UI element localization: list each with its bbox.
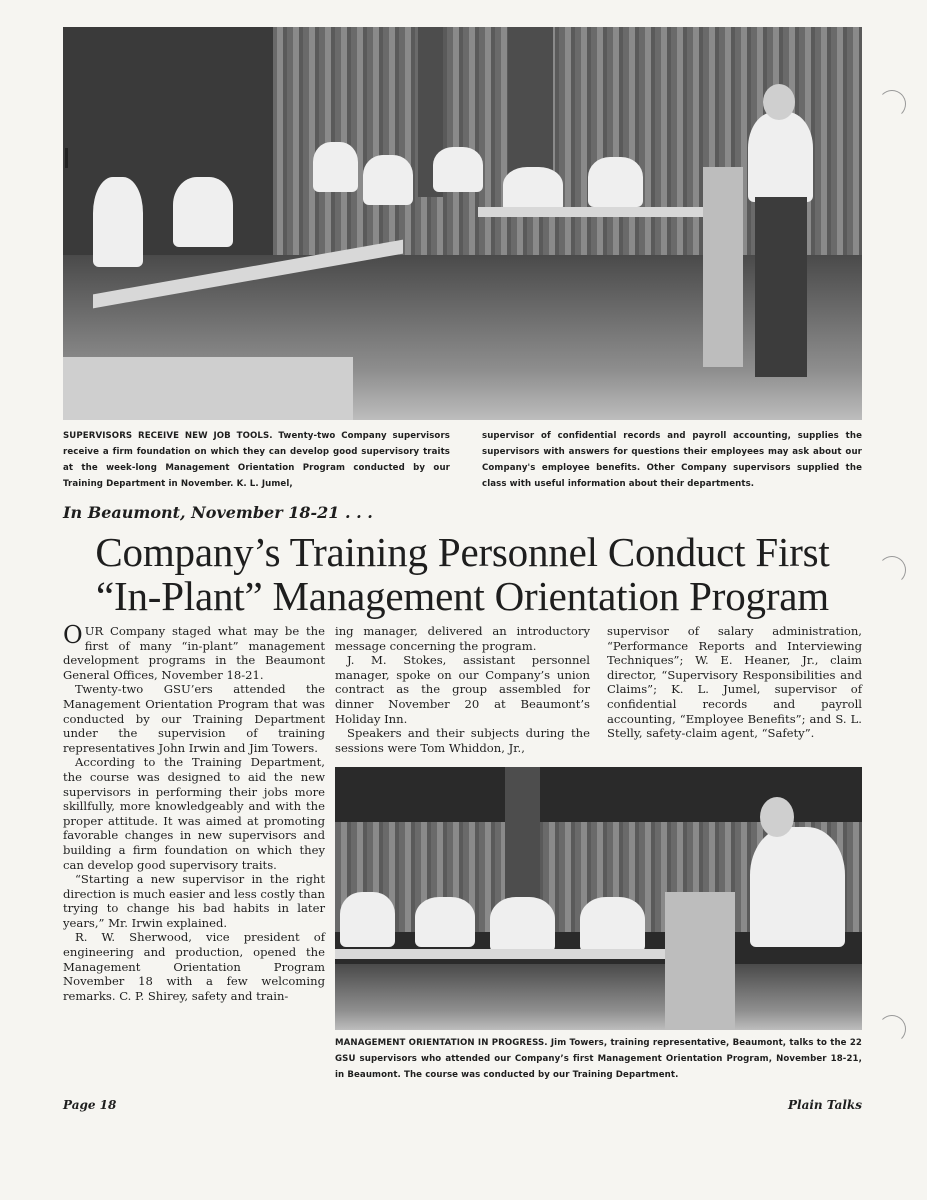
publication-name: Plain Talks: [787, 1098, 862, 1112]
headline-line-2: “In-Plant” Management Orientation Program: [96, 573, 829, 619]
speaker-head: [760, 797, 794, 837]
page-number: Page 18: [63, 1098, 117, 1112]
paragraph: OUR Company staged what may be the first of many “in-plant” management development programs in the Beaumont General Offices, November 18-21.: [63, 621, 325, 682]
seated-person: [588, 157, 643, 207]
paragraph: supervisor of salary administration, “Performance Reports and Interviewing Techniques”; W. E. Heaner, Jr., claim director, “Supervisory Responsibilities and Claims”; K. L. Jumel, supervisor of confidential records and payroll accounting, “Employee Benefits”; and S. L. Stelly, safety-claim agent, “Safety”.: [607, 624, 862, 741]
punch-hole: [878, 1015, 906, 1043]
seated-person: [503, 167, 563, 212]
podium: [703, 167, 743, 367]
article-column-2: [335, 624, 590, 755]
seated-person: [490, 897, 555, 952]
paragraph: R. W. Sherwood, vice president of engineering and production, opened the Management Orientation Program November 18 with a few welcoming remarks. C. P. Shirey, safety and train-: [63, 930, 325, 1003]
seated-person: [415, 897, 475, 947]
seated-person: [363, 155, 413, 205]
paragraph: According to the Training Department, the course was designed to aid the new supervisors in performing their jobs more skillfully, more knowledgeably and with the proper attitude. It was aimed at promoting favorable changes in new supervisors and building a firm foundation on which they can develop good supervisory traits.: [63, 755, 325, 872]
speaker: [750, 827, 845, 947]
pillar: [508, 27, 553, 187]
seated-person: [433, 147, 483, 192]
paragraph: J. M. Stokes, assistant personnel manager, spoke on our Company’s union contract as the group assembled for dinner November 20 at Beaumont’s Holiday Inn.: [335, 653, 590, 726]
speaker-trousers: [755, 197, 807, 377]
headline-line-1: Company’s Training Personnel Conduct First: [95, 529, 830, 575]
seated-person: [173, 177, 233, 247]
bottom-photo-orientation-in-progress: [335, 767, 862, 1030]
punch-hole: [878, 556, 906, 584]
paragraph: Speakers and their subjects during the sessions were Tom Whiddon, Jr.,: [335, 726, 590, 755]
seated-person: [580, 897, 645, 952]
top-photo-caption-left: SUPERVISORS RECEIVE NEW JOB TOOLS. Twenty-two Company supervisors receive a firm foundation on which they can develop good supervisory traits at the week-long Management Orientation Program conducted by our Training Department in November. K. L. Jumel,: [63, 431, 450, 489]
drop-cap: O: [63, 621, 83, 649]
floor: [335, 964, 862, 1030]
bottom-photo-caption: MANAGEMENT ORIENTATION IN PROGRESS. Jim Towers, training representative, Beaumont, talks to the 22 GSU supervisors who attended our Company’s first Management Orientation Program, November 18-21, in Beaumont. The course was conducted by our Training Department.: [335, 1038, 862, 1080]
blueprints: [63, 357, 353, 420]
top-photo-training-room: [63, 27, 862, 420]
punch-hole: [878, 90, 906, 118]
article-column-1: [63, 621, 325, 1003]
headline: [63, 530, 862, 618]
paragraph: “Starting a new supervisor in the right direction is much easier and less costly than trying to change his bad habits in later years,” Mr. Irwin explained.: [63, 872, 325, 930]
paragraph: ing manager, delivered an introductory message concerning the program.: [335, 624, 590, 653]
seated-person: [313, 142, 358, 192]
article-kicker: In Beaumont, November 18-21 . . .: [63, 503, 373, 522]
margin-mark: [65, 148, 68, 168]
top-photo-caption-right: supervisor of confidential records and payroll accounting, supplies the supervisors with answers for questions their employees may ask about our Company's employee benefits. Other Company supervisors supplied the class with useful information about their departments.: [482, 431, 862, 489]
paragraph: Twenty-two GSU’ers attended the Management Orientation Program that was conducted by our Training Department under the supervision of training representatives John Irwin and Jim Towers.: [63, 682, 325, 755]
speaker-head: [763, 84, 795, 120]
seated-person: [93, 177, 143, 267]
table: [335, 949, 695, 959]
podium: [665, 892, 735, 1030]
speaker: [748, 112, 813, 202]
table: [478, 207, 728, 217]
article-column-3: [607, 624, 862, 741]
seated-person: [340, 892, 395, 947]
